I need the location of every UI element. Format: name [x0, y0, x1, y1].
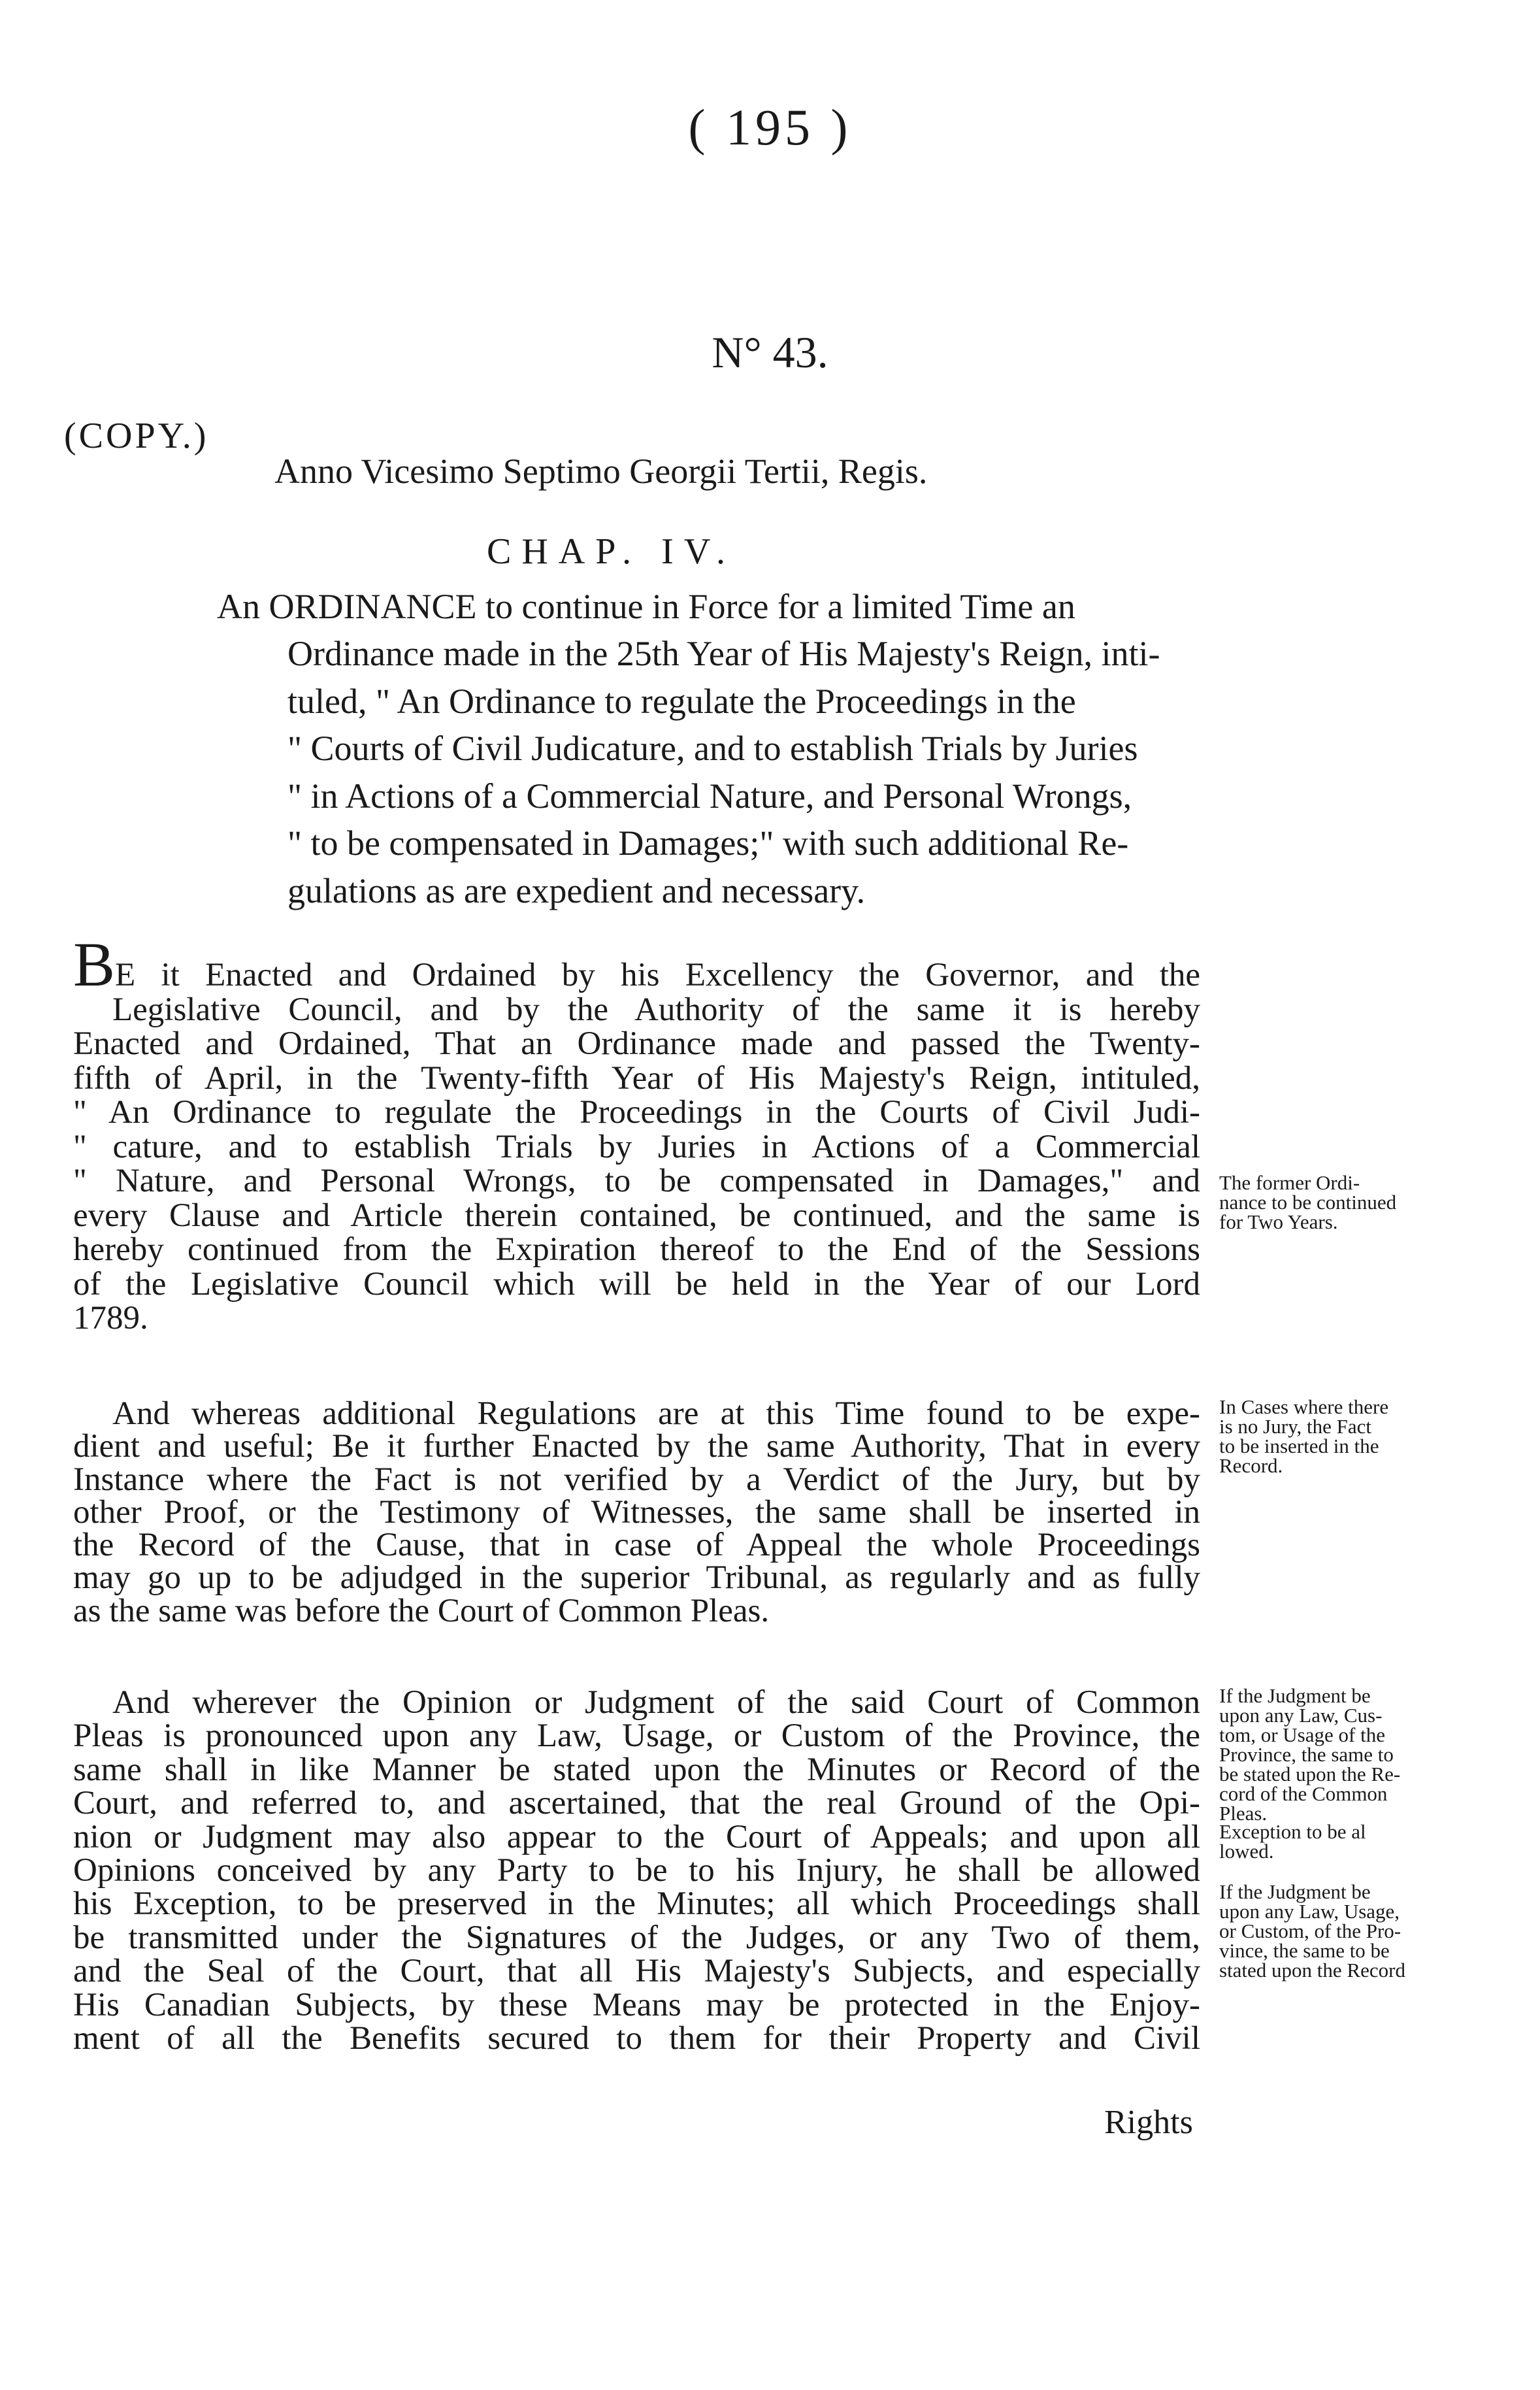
paragraph-line: And whereas additional Regulations are at this Time found to be expe- [112, 1395, 1200, 1432]
regulations-paragraph [73, 1397, 1200, 1627]
margin-note [1219, 1397, 1494, 1476]
paragraph-line: his Exception, to be preserved in the Minutes; all which Proceedings shall [73, 1885, 1200, 1923]
margin-note-line: is no Jury, the Fact [1219, 1415, 1372, 1438]
margin-note-line: stated upon the Record [1219, 1959, 1405, 1982]
margin-note-line: be stated upon the Re- [1219, 1763, 1401, 1785]
margin-note-line: upon any Law, Cus- [1219, 1704, 1383, 1727]
paragraph-line-text: E it Enacted and Ordained by his Excellency the Governor, and the [115, 957, 1200, 993]
paragraph-line: fifth of April, in the Twenty-fifth Year of His Majesty's Reign, intituled, [73, 1059, 1200, 1097]
paragraph-line: and the Seal of the Court, that all His Majesty's Subjects, and especially [73, 1953, 1200, 1990]
margin-note-line: Pleas. [1219, 1802, 1268, 1825]
margin-note-line: vince, the same to be [1219, 1939, 1390, 1962]
paragraph-line: Court, and referred to, and ascertained, that the real Ground of the Opi- [73, 1785, 1200, 1822]
judgment-paragraph [73, 1686, 1200, 2055]
paragraph-line: " An Ordinance to regulate the Proceedings in the Courts of Civil Judi- [73, 1094, 1200, 1131]
chapter-heading: CHAP. IV. [487, 531, 736, 572]
margin-note-line: or Custom, of the Pro- [1219, 1919, 1401, 1942]
margin-note-line: Exception to be al [1219, 1820, 1366, 1843]
paragraph-line: Opinions conceived by any Party to be to his Injury, he shall be allowed [73, 1852, 1200, 1889]
page-number: ( 195 ) [688, 99, 852, 156]
margin-note-line: If the Judgment be [1219, 1684, 1371, 1707]
paragraph-line: the Record of the Cause, that in case of Appeal the whole Proceedings [73, 1527, 1200, 1564]
paragraph-line: 1789. [73, 1300, 148, 1336]
margin-note-line: for Two Years. [1219, 1210, 1338, 1233]
regnal-year-heading: Anno Vicesimo Septimo Georgii Tertii, Regis. [274, 452, 928, 491]
margin-note-line: cord of the Common [1219, 1782, 1388, 1805]
ordinance-title-continuation [287, 630, 1207, 914]
paragraph-line: be transmitted under the Signatures of the Judges, or any Two of them, [73, 1919, 1200, 1956]
ordinance-title-line: " in Actions of a Commercial Nature, and Personal Wrongs, [287, 776, 1132, 816]
ordinance-title-line: Ordinance made in the 25th Year of His Majesty's Reign, inti- [287, 634, 1160, 673]
catchword: Rights [1104, 2104, 1193, 2141]
paragraph-line: same shall in like Manner be stated upon the Minutes or Record of the [73, 1751, 1200, 1788]
drop-cap: B [73, 929, 116, 999]
paragraph-line: other Proof, or the Testimony of Witnesses, the same shall be inserted in [73, 1493, 1200, 1531]
ordinance-title-line: gulations as are expedient and necessary. [287, 871, 866, 910]
paragraph-line: Enacted and Ordained, That an Ordinance made and passed the Twenty- [73, 1025, 1200, 1062]
paragraph-line: ment of all the Benefits secured to them for their Property and Civil [73, 2020, 1200, 2057]
margin-note [1219, 1882, 1494, 1980]
paragraph-line [73, 929, 1200, 999]
margin-note [1219, 1173, 1494, 1232]
margin-note-line: lowed. [1219, 1840, 1274, 1863]
paragraph-line: Legislative Council, and by the Authority of the same it is hereby [112, 991, 1200, 1028]
paragraph-line: dient and useful; Be it further Enacted by the same Authority, That in every [73, 1428, 1200, 1465]
paragraph-line: Instance where the Fact is not verified by a Verdict of the Jury, but by [73, 1461, 1200, 1498]
margin-note-line: The former Ordi- [1219, 1171, 1360, 1194]
margin-note-line: to be inserted in the [1219, 1435, 1379, 1457]
margin-note [1219, 1822, 1494, 1861]
paragraph-line: as the same was before the Court of Common Pleas. [73, 1592, 770, 1629]
paragraph-line: nion or Judgment may also appear to the Court of Appeals; and upon all [73, 1818, 1200, 1855]
paragraph-line: every Clause and Article therein contained, be continued, and the same is [73, 1197, 1200, 1234]
margin-note-line: upon any Law, Usage, [1219, 1900, 1400, 1923]
ordinance-title-line: tuled, " An Ordinance to regulate the Proceedings in the [287, 681, 1076, 721]
ordinance-title-line: " Courts of Civil Judicature, and to establish Trials by Juries [287, 729, 1138, 768]
paragraph-line: " Nature, and Personal Wrongs, to be compensated in Damages," and [73, 1163, 1200, 1199]
margin-note [1219, 1686, 1494, 1823]
margin-note-line: Record. [1219, 1454, 1283, 1477]
document-number: N° 43. [712, 327, 828, 377]
paragraph-line: " cature, and to establish Trials by Juries in Actions of a Commercial [73, 1128, 1200, 1165]
paragraph-line: His Canadian Subjects, by these Means may be protected in the Enjoy- [73, 1986, 1200, 2023]
margin-note-line: nance to be continued [1219, 1191, 1397, 1214]
ordinance-title-line: " to be compensated in Damages;" with such additional Re- [287, 823, 1129, 863]
paragraph-line: hereby continued from the Expiration thereof to the End of the Sessions [73, 1231, 1200, 1268]
paragraph-line: of the Legislative Council which will be held in the Year of our Lord [73, 1265, 1200, 1303]
paragraph-line: Pleas is pronounced upon any Law, Usage, or Custom of the Province, the [73, 1718, 1200, 1755]
margin-note-line: In Cases where there [1219, 1395, 1389, 1418]
margin-note-line: If the Judgment be [1219, 1880, 1371, 1903]
ordinance-title-first-line: An ORDINANCE to continue in Force for a limited Time an [217, 587, 1075, 626]
margin-note-line: Province, the same to [1219, 1743, 1394, 1766]
paragraph-line: And wherever the Opinion or Judgment of the said Court of Common [112, 1684, 1200, 1721]
enacting-paragraph [73, 929, 1200, 1336]
paragraph-line: may go up to be adjudged in the superior Tribunal, as regularly and as fully [73, 1559, 1200, 1597]
copy-label: (COPY.) [64, 416, 209, 456]
margin-note-line: tom, or Usage of the [1219, 1723, 1385, 1746]
